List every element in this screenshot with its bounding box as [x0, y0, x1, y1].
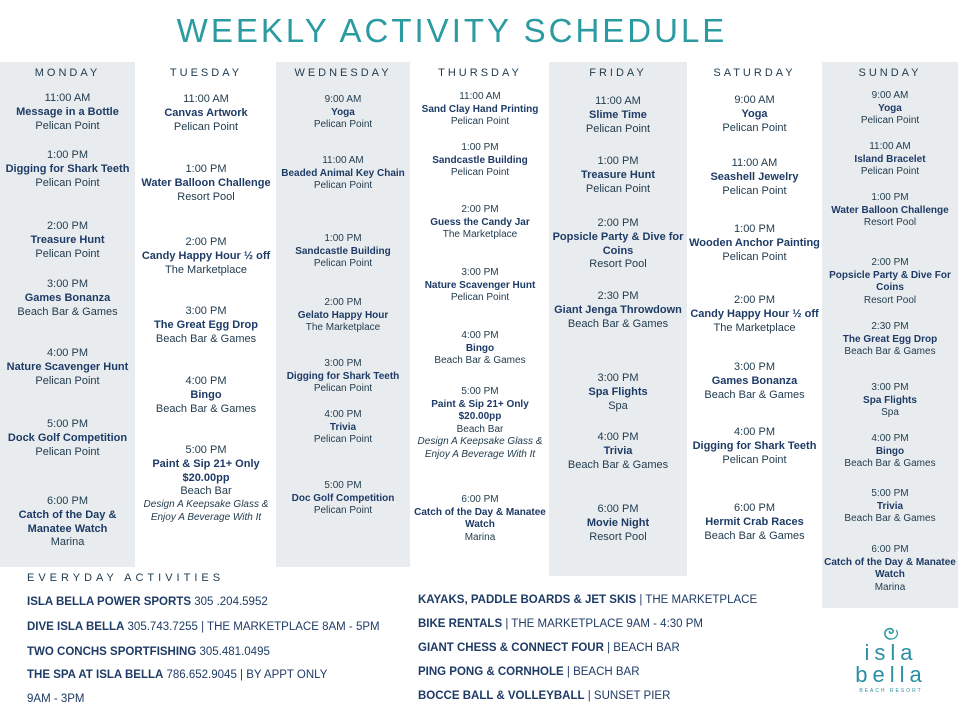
event-description: Design A Keepsake Glass & Enjoy A Beverage With It [417, 436, 543, 460]
everyday-item [27, 693, 85, 705]
schedule-event [412, 330, 548, 368]
event-time: 1:00 PM [734, 223, 775, 235]
everyday-item-name: ISLA BELLA POWER SPORTS [27, 596, 191, 608]
schedule-event [276, 358, 410, 396]
event-name: Canvas Artwork [164, 106, 248, 119]
event-location: Pelican Point [722, 184, 787, 197]
everyday-item-info: 305.481.0495 [196, 646, 270, 658]
event-time: 3:00 PM [734, 361, 775, 373]
event-time: 4:00 PM [461, 330, 499, 341]
day-column-saturday [688, 62, 821, 567]
event-location: Beach Bar [180, 485, 232, 498]
schedule-event [276, 480, 410, 518]
event-name: Hermit Crab Races [705, 515, 804, 528]
schedule-event [822, 192, 958, 230]
event-time: 11:00 AM [459, 91, 501, 102]
schedule-event [276, 155, 410, 193]
event-location: Beach Bar & Games [844, 346, 936, 357]
event-location: Pelican Point [313, 258, 373, 269]
event-location: Beach Bar & Games [155, 402, 257, 415]
event-location: Pelican Point [313, 383, 373, 394]
schedule-event [549, 431, 687, 472]
schedule-event [688, 502, 821, 543]
schedule-event [0, 220, 135, 261]
everyday-item [418, 618, 703, 630]
event-name: Catch of the Day & Manatee Watch [824, 556, 956, 580]
event-location: Marina [50, 536, 85, 549]
event-time: 2:30 PM [871, 321, 909, 332]
event-name: Trivia [603, 444, 633, 457]
everyday-item [418, 666, 640, 678]
page-title: WEEKLY ACTIVITY SCHEDULE [176, 12, 728, 49]
event-name: Giant Jenga Throwdown [554, 303, 682, 316]
event-time: 9:00 AM [871, 90, 909, 101]
event-time: 6:00 PM [47, 495, 88, 507]
event-location: The Marketplace [165, 263, 247, 276]
event-time: 5:00 PM [871, 488, 909, 499]
event-location: Resort Pool [177, 190, 235, 203]
schedule-event [822, 488, 958, 526]
event-name: Paint & Sip 21+ Only $20.00pp [152, 457, 260, 484]
event-name: Message in a Bottle [16, 105, 119, 118]
everyday-item [27, 646, 270, 658]
day-column-thursday [412, 62, 548, 567]
event-name: Guess the Candy Jar [430, 216, 530, 228]
schedule-event [549, 217, 687, 272]
schedule-event [688, 223, 821, 264]
everyday-heading: EVERYDAY ACTIVITIES [27, 572, 225, 584]
event-time: 1:00 PM [597, 155, 639, 167]
event-time: 11:00 AM [869, 141, 911, 152]
event-name: Nature Scavenger Hunt [424, 279, 536, 291]
event-name: The Great Egg Drop [154, 318, 258, 331]
schedule-event [822, 90, 958, 128]
event-time: 1:00 PM [461, 142, 499, 153]
everyday-item-name: TWO CONCHS SPORTFISHING [27, 646, 197, 658]
event-name: Paint & Sip 21+ Only $20.00pp [431, 398, 529, 422]
day-column-tuesday [137, 62, 275, 567]
event-location: Marina [874, 581, 906, 593]
everyday-item [418, 642, 680, 654]
event-time: 4:00 PM [597, 431, 639, 443]
wave-logo-icon [879, 622, 903, 642]
event-time: 6:00 PM [734, 502, 775, 514]
event-time: 4:00 PM [871, 433, 909, 444]
day-header: SUNDAY [858, 67, 922, 79]
resort-logo [836, 622, 946, 694]
event-name: Candy Happy Hour ½ off [690, 307, 819, 320]
schedule-event [0, 495, 135, 550]
everyday-item-name: KAYAKS, PADDLE BOARDS & JET SKIS [418, 594, 637, 606]
everyday-item-info: | BEACH BAR [603, 642, 680, 654]
event-time: 11:00 AM [322, 155, 364, 166]
event-name: Water Balloon Challenge [141, 176, 271, 189]
event-name: Treasure Hunt [30, 233, 105, 246]
event-name: Wooden Anchor Painting [689, 236, 820, 249]
event-name: Sand Clay Hand Printing [421, 103, 539, 115]
event-time: 11:00 AM [183, 93, 229, 105]
event-location: Beach Bar & Games [155, 332, 257, 345]
schedule-event [137, 305, 275, 346]
logo-subtitle: BEACH RESORT [859, 688, 923, 694]
everyday-item-info: | BEACH BAR [563, 666, 640, 678]
event-name: Gelato Happy Hour [297, 309, 389, 321]
event-time: 9:00 AM [324, 94, 362, 105]
event-name: Bingo [465, 342, 495, 354]
event-time: 4:00 PM [47, 347, 88, 359]
event-name: Water Balloon Challenge [831, 204, 949, 216]
event-time: 11:00 AM [595, 95, 641, 107]
event-location: Beach Bar & Games [844, 458, 936, 469]
schedule-event [688, 157, 821, 198]
event-location: Pelican Point [860, 166, 920, 177]
day-header: THURSDAY [438, 67, 522, 79]
everyday-item-info: 9AM - 3PM [27, 693, 85, 705]
event-location: Resort Pool [863, 294, 917, 306]
schedule-event [276, 297, 410, 335]
event-location: Resort Pool [589, 258, 647, 271]
schedule-event [137, 93, 275, 134]
everyday-item [27, 621, 380, 633]
schedule-event [276, 94, 410, 132]
event-time: 2:00 PM [734, 294, 775, 306]
event-name: Slime Time [589, 108, 647, 121]
event-location: Pelican Point [35, 374, 100, 387]
event-name: Treasure Hunt [581, 168, 655, 181]
everyday-item-info: | THE MARKETPLACE 9AM - 4:30 PM [502, 618, 704, 630]
logo-word-bella: bella [855, 662, 927, 687]
event-time: 2:00 PM [597, 217, 639, 229]
event-name: Bingo [190, 388, 222, 401]
event-time: 1:00 PM [871, 192, 909, 203]
event-location: Beach Bar & Games [567, 458, 669, 471]
event-name: Games Bonanza [24, 291, 111, 304]
day-column-monday [0, 62, 135, 567]
event-time: 4:00 PM [185, 375, 227, 387]
event-location: Pelican Point [313, 119, 373, 130]
schedule-event [549, 503, 687, 544]
event-name: Popsicle Party & Dive For Coins [829, 269, 951, 293]
event-location: Pelican Point [313, 180, 373, 191]
everyday-item-info: 786.652.9045 | BY APPT ONLY [163, 669, 328, 681]
event-name: Sandcastle Building [295, 245, 391, 257]
everyday-item [418, 690, 670, 702]
everyday-item-name: BIKE RENTALS [418, 618, 503, 630]
event-location: Beach Bar & Games [567, 317, 669, 330]
event-location: Beach Bar & Games [704, 388, 805, 401]
event-name: Yoga [331, 106, 355, 118]
schedule-event [0, 418, 135, 459]
event-time: 3:00 PM [47, 278, 88, 290]
event-location: Resort Pool [863, 217, 917, 228]
schedule-event [0, 92, 135, 133]
event-location: Pelican Point [450, 116, 510, 127]
event-time: 11:00 AM [44, 92, 91, 104]
event-time: 3:00 PM [461, 267, 499, 278]
event-time: 1:00 PM [324, 233, 362, 244]
event-location: Pelican Point [722, 121, 787, 134]
event-time: 4:00 PM [324, 409, 362, 420]
event-name: Island Bracelet [854, 153, 926, 165]
event-name: Seashell Jewelry [710, 170, 799, 183]
schedule-event [412, 494, 548, 544]
event-location: Beach Bar & Games [844, 513, 936, 524]
day-column-wednesday [276, 62, 410, 567]
event-location: Pelican Point [585, 122, 651, 135]
event-time: 11:00 AM [731, 157, 778, 169]
schedule-event [822, 544, 958, 594]
event-name: Digging for Shark Teeth [692, 439, 817, 452]
schedule-event [412, 204, 548, 242]
event-location: Pelican Point [35, 176, 100, 189]
schedule-event [0, 347, 135, 388]
schedule-event [137, 444, 275, 524]
event-location: Pelican Point [450, 292, 510, 303]
event-name: Trivia [876, 500, 904, 512]
event-time: 5:00 PM [185, 444, 227, 456]
schedule-event [549, 372, 687, 413]
schedule-event [0, 149, 135, 190]
event-time: 2:00 PM [324, 297, 362, 308]
event-time: 2:30 PM [597, 290, 639, 302]
schedule-event [412, 267, 548, 305]
everyday-item [418, 594, 757, 606]
schedule-event [549, 290, 687, 331]
event-name: Movie Night [586, 516, 650, 529]
event-name: Digging for Shark Teeth [286, 370, 400, 382]
event-location: Spa [881, 407, 899, 418]
everyday-item-info: 305 .204.5952 [191, 596, 268, 608]
schedule-event [412, 91, 548, 129]
event-location: Resort Pool [589, 530, 647, 543]
schedule-event [822, 321, 958, 359]
event-name: Spa Flights [588, 385, 648, 398]
event-name: Yoga [878, 102, 902, 114]
event-time: 6:00 PM [461, 494, 499, 505]
day-header: FRIDAY [589, 67, 647, 79]
event-time: 4:00 PM [734, 426, 775, 438]
logo-word-isla: isla [864, 640, 918, 665]
schedule-event [412, 142, 548, 180]
event-location: Pelican Point [860, 115, 920, 126]
schedule-event [822, 257, 958, 307]
everyday-item-info: 305.743.7255 | THE MARKETPLACE 8AM - 5PM [124, 621, 380, 633]
event-name: Popsicle Party & Dive for Coins [552, 230, 684, 257]
schedule-event [276, 409, 410, 447]
schedule-event [0, 278, 135, 319]
event-time: 1:00 PM [47, 149, 88, 161]
event-time: 2:00 PM [461, 204, 499, 215]
day-header: WEDNESDAY [294, 67, 392, 79]
event-location: Beach Bar & Games [17, 305, 118, 318]
schedule-event [549, 155, 687, 196]
event-time: 5:00 PM [324, 480, 362, 491]
event-name: Candy Happy Hour ½ off [141, 249, 271, 262]
event-name: Yoga [741, 107, 768, 120]
everyday-item-name: PING PONG & CORNHOLE [418, 666, 564, 678]
everyday-item-name: BOCCE BALL & VOLLEYBALL [418, 690, 585, 702]
event-location: Pelican Point [585, 182, 651, 195]
event-location: The Marketplace [442, 229, 518, 240]
event-location: Pelican Point [313, 434, 373, 445]
event-location: Marina [464, 531, 496, 543]
event-time: 1:00 PM [185, 163, 227, 175]
everyday-item-name: THE SPA AT ISLA BELLA [27, 669, 164, 681]
event-time: 3:00 PM [597, 372, 639, 384]
event-name: Bingo [875, 445, 905, 457]
event-name: Trivia [329, 421, 357, 433]
schedule-event [276, 233, 410, 271]
schedule-event [822, 433, 958, 471]
schedule-event [137, 236, 275, 277]
event-time: 3:00 PM [185, 305, 227, 317]
everyday-item-name: DIVE ISLA BELLA [27, 621, 125, 633]
event-location: Pelican Point [35, 247, 100, 260]
everyday-item-info: | SUNSET PIER [584, 690, 671, 702]
day-column-sunday [822, 62, 958, 608]
event-location: The Marketplace [713, 321, 796, 334]
event-name: Sandcastle Building [432, 154, 528, 166]
everyday-item [27, 669, 327, 681]
event-name: Catch of the Day & Manatee Watch [414, 506, 546, 530]
event-location: Beach Bar [456, 423, 504, 435]
schedule-event [688, 361, 821, 402]
event-time: 5:00 PM [47, 418, 88, 430]
schedule-event [137, 375, 275, 416]
schedule-event [822, 141, 958, 179]
event-location: Pelican Point [35, 119, 100, 132]
event-location: Pelican Point [313, 505, 373, 516]
everyday-item [27, 596, 268, 608]
schedule-event [822, 382, 958, 420]
event-name: Beaded Animal Key Chain [281, 167, 405, 179]
event-time: 6:00 PM [871, 544, 909, 555]
event-location: Pelican Point [450, 167, 510, 178]
event-location: Beach Bar & Games [704, 529, 805, 542]
event-name: Doc Golf Competition [291, 492, 395, 504]
day-header: MONDAY [34, 67, 101, 79]
everyday-item-info: | THE MARKETPLACE [636, 594, 758, 606]
event-location: Beach Bar & Games [434, 355, 526, 366]
event-name: Games Bonanza [711, 374, 798, 387]
event-name: Dock Golf Competition [7, 431, 128, 444]
event-name: Spa Flights [863, 394, 917, 406]
event-location: Spa [608, 399, 628, 412]
event-time: 9:00 AM [734, 94, 775, 106]
day-header: SATURDAY [713, 67, 796, 79]
schedule-event [688, 426, 821, 467]
event-time: 2:00 PM [47, 220, 88, 232]
event-name: Digging for Shark Teeth [5, 162, 130, 175]
event-location: Pelican Point [722, 250, 787, 263]
event-time: 3:00 PM [324, 358, 362, 369]
schedule-event [688, 94, 821, 135]
schedule-event [137, 163, 275, 204]
event-name: Catch of the Day & Manatee Watch [18, 508, 117, 535]
event-name: The Great Egg Drop [842, 333, 938, 345]
event-name: Nature Scavenger Hunt [6, 360, 129, 373]
event-time: 5:00 PM [461, 386, 499, 397]
event-time: 3:00 PM [871, 382, 909, 393]
schedule-event [549, 95, 687, 136]
day-header: TUESDAY [169, 67, 243, 79]
event-location: Pelican Point [35, 445, 100, 458]
event-description: Design A Keepsake Glass & Enjoy A Beverage With It [143, 499, 269, 523]
schedule-event [688, 294, 821, 335]
event-time: 2:00 PM [185, 236, 227, 248]
event-location: Pelican Point [173, 120, 239, 133]
event-location: The Marketplace [305, 322, 381, 333]
event-time: 6:00 PM [597, 503, 639, 515]
event-location: Pelican Point [722, 453, 787, 466]
day-column-friday [549, 62, 687, 576]
everyday-item-name: GIANT CHESS & CONNECT FOUR [418, 642, 604, 654]
event-time: 2:00 PM [871, 257, 909, 268]
schedule-event [412, 386, 548, 461]
